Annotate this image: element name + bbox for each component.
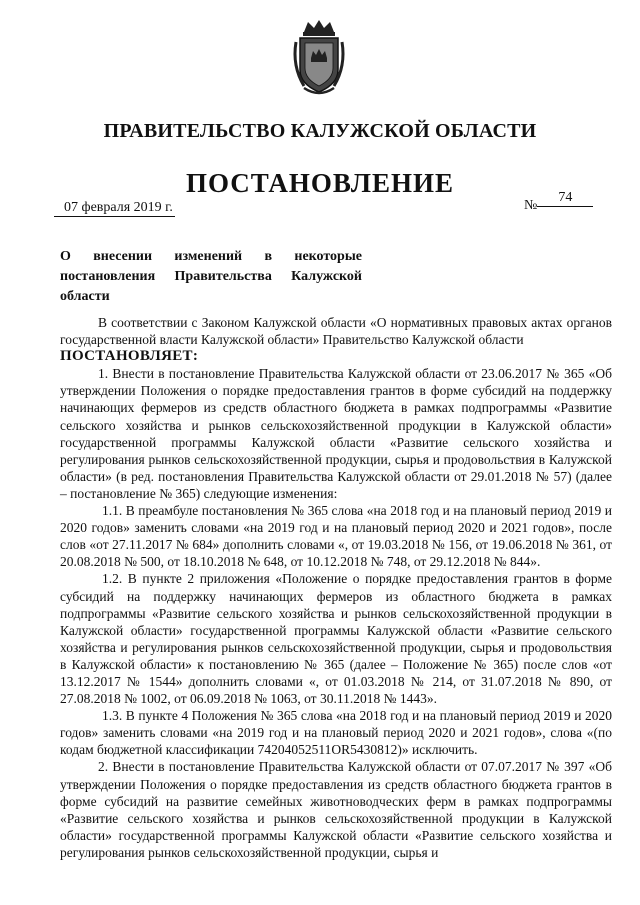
- number-sign: №: [524, 198, 538, 213]
- subject-line: области: [60, 289, 110, 304]
- document-date: 07 февраля 2019 г.: [54, 200, 175, 217]
- paragraph-1-3: 1.3. В пункте 4 Положения № 365 слова «на 2018 год и на плановый период 2019 и 2020 годов» заменить словами «на 2019 год и на плановый период 2020 и 2021 годов», слова «(по кодам бюджетной классификации 74204052511OR5430812)» исключить.: [60, 708, 612, 758]
- number-value: 74: [537, 190, 593, 207]
- decree-word: ПОСТАНОВЛЯЕТ:: [60, 348, 199, 365]
- subject-line: постановления Правительства Калужской: [60, 269, 362, 284]
- paragraph-1-2: 1.2. В пункте 2 приложения «Положение о порядке предоставления грантов в форме субсидий на поддержку начинающих фермеров из областного бюджета в рамках подпрограммы «Развитие сельского хозяйства и рынков сельскохозяйственной продукции в Калужской области» государственной программы Калужской области «Развитие сельского хозяйства и регулирования рынков сельскохозяйственной продукции, сырья и продовольствия в Калужской области» к постановлению № 365 (далее – Положение № 365) после слов «от 13.12.2017 № 1544» дополнить словами «, от 01.03.2018 № 214, от 31.07.2018 № 890, от 27.08.2018 № 1002, от 06.09.2018 № 1063, от 30.11.2018 № 1443».: [60, 571, 612, 707]
- kaluga-coat-of-arms-icon: [290, 18, 348, 98]
- subject-line: О внесении изменений в некоторые: [60, 249, 362, 264]
- document-number: [524, 190, 593, 215]
- paragraph-1: 1. Внести в постановление Правительства Калужской области от 23.06.2017 № 365 «Об утверждении Положения о порядке предоставления грантов в форме субсидий на поддержку начинающих фермеров из средств областного бюджета в рамках подпрограммы «Развитие сельского хозяйства и рынков сельскохозяйственной продукции в Калужской области» государственной программы Калужской области «Развитие сельского хозяйства и регулирования рынков сельскохозяйственной продукции, сырья и продовольствия в Калужской области» (в ред. постановления Правительства Калужской области от 29.01.2018 № 57) (далее – постановление № 365) следующие изменения:: [60, 366, 612, 501]
- document-type: ПОСТАНОВЛЕНИЕ: [185, 168, 455, 198]
- paragraph-2: 2. Внести в постановление Правительства Калужской области от 07.07.2017 № 397 «Об утверждении Положения о порядке предоставления из средств областного бюджета грантов в форме субсидий на развитие семейных животноводческих ферм в рамках подпрограммы «Развитие сельского хозяйства и рынков сельскохозяйственной продукции в Калужской области» государственной программы Калужской области «Развитие сельского хозяйства и регулирования рынков сельскохозяйственной продукции, сырья и: [60, 759, 612, 860]
- document-subject: [60, 247, 362, 307]
- document-body: [60, 314, 612, 861]
- paragraph-1-1: 1.1. В преамбуле постановления № 365 слова «на 2018 год и на плановый период 2019 и 2020 годов» заменить словами «на 2019 год и на плановый период 2020 и 2021 годов», после слов «от 27.11.2017 № 684» дополнить словами «, от 19.03.2018 № 156, от 19.06.2018 № 361, от 20.08.2018 № 500, от 18.10.2018 № 648, от 10.12.2018 № 748, от 29.12.2018 № 844».: [60, 503, 612, 570]
- government-title: ПРАВИТЕЛЬСТВО КАЛУЖСКОЙ ОБЛАСТИ: [103, 120, 537, 142]
- paragraph-intro: В соответствии с Законом Калужской области «О нормативных правовых актах органов государственной власти Калужской области» Правительство Калужской области: [60, 315, 612, 348]
